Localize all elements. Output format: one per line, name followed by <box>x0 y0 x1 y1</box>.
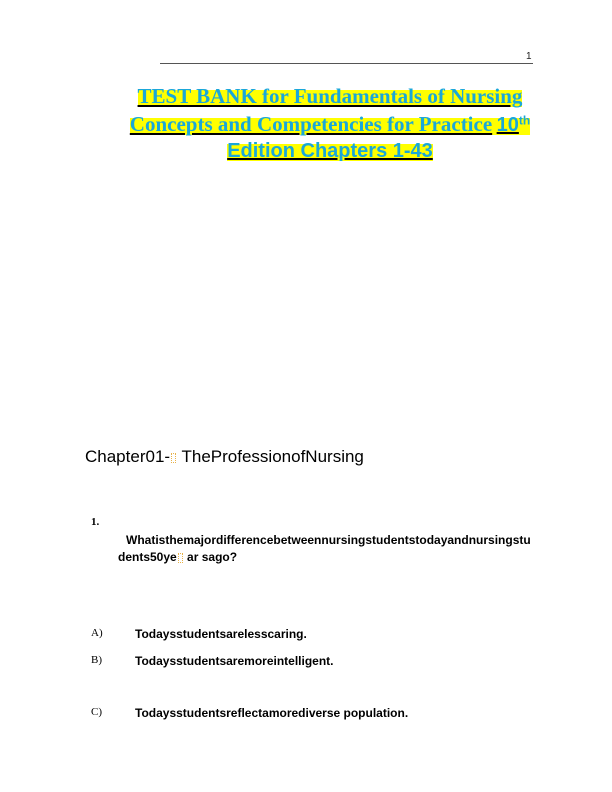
title-line-2: Concepts and Competencies for Practice <box>129 111 493 136</box>
title-highlight-3 <box>227 140 433 163</box>
chapter-word-the: The <box>181 447 211 466</box>
question-number: 1. <box>91 516 100 528</box>
chapter-prefix: Chapter <box>85 447 146 466</box>
page-number: 1 <box>526 51 532 62</box>
option-text-a: Todaysstudentsarelesscaring. <box>135 627 307 641</box>
document-title <box>100 83 560 165</box>
question-stem <box>118 532 538 566</box>
chapter-word-nursing: Nursing <box>305 447 364 466</box>
title-edition-number: 10 <box>496 113 519 136</box>
header-rule <box>160 63 533 64</box>
question-stem-part-2: ar sago? <box>187 549 238 564</box>
formatting-mark-icon <box>178 553 183 563</box>
chapter-word-of: of <box>291 447 306 466</box>
option-text-b: Todaysstudentsaremoreintelligent. <box>135 654 334 668</box>
chapter-word-profession: Profession <box>210 447 292 466</box>
chapter-number: 01- <box>145 447 171 466</box>
option-text-c: Todaysstudentsreflectamorediverse population. <box>135 706 409 720</box>
chapter-heading <box>85 447 364 467</box>
option-letter-b: B) <box>91 654 102 666</box>
question-stem-part-1: Whatisthemajordifferencebetweennursingstudentstodayandnursingstudents50ye <box>118 533 531 564</box>
title-line-3: Edition Chapters 1-43 <box>227 140 433 163</box>
title-highlight-2 <box>129 111 531 136</box>
title-line-1: TEST BANK for Fundamentals of Nursing <box>137 84 523 108</box>
formatting-mark-icon <box>171 453 176 463</box>
option-letter-a: A) <box>91 627 103 639</box>
title-edition-superscript: th <box>518 113 531 128</box>
option-letter-c: C) <box>91 706 102 718</box>
title-highlight-1 <box>137 84 523 108</box>
